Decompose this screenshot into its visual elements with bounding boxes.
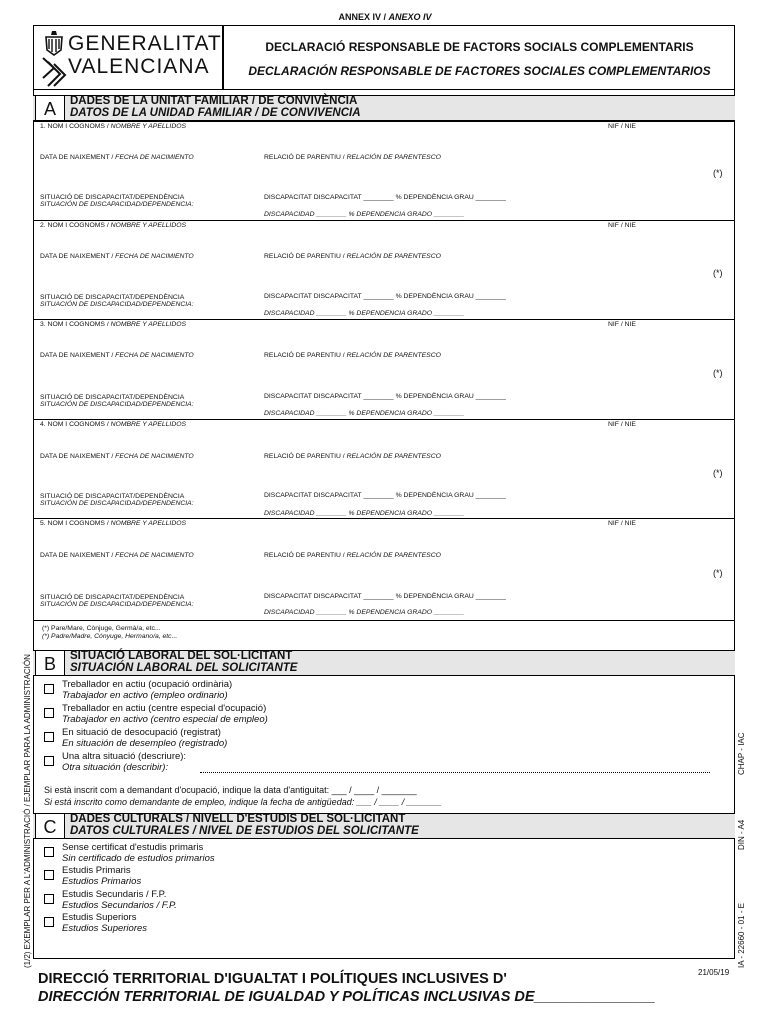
seniority-line-es[interactable]: Si está inscrito como demandante de empleo, indique la fecha de antigüedad: ___ / ____ / _______ bbox=[44, 797, 442, 807]
birth-date-label[interactable]: DATA DE NAIXEMENT / FECHA DE NACIMIENTO bbox=[40, 453, 194, 460]
nif-label[interactable]: NIF / NIE bbox=[608, 520, 636, 527]
section-b-letter: B bbox=[35, 650, 65, 676]
asterisk-note: (*) bbox=[713, 268, 723, 278]
nif-label[interactable]: NIF / NIE bbox=[608, 421, 636, 428]
relation-label[interactable]: RELACIÓ DE PARENTIU / RELACIÓN DE PARENTESCO bbox=[264, 453, 441, 460]
disability-fields-es[interactable]: DISCAPACIDAD ________ % DEPENDENCIA GRADO ________ bbox=[264, 310, 465, 317]
form-title-es: DECLARACIÓN RESPONSABLE DE FACTORES SOCIALES COMPLEMENTARIOS bbox=[248, 64, 711, 78]
divider bbox=[33, 220, 735, 221]
disability-fields-es[interactable]: DISCAPACIDAD ________ % DEPENDENCIA GRADO ________ bbox=[264, 510, 465, 517]
relation-note-es: (*) Padre/Madre, Cónyuge, Hermano/a, etc... bbox=[42, 633, 178, 640]
disability-label: SITUACIÓ DE DISCAPACITAT/DEPENDÈNCIA SITUACIÓN DE DISCAPACIDAD/DEPENDENCIA: bbox=[40, 493, 194, 507]
asterisk-note: (*) bbox=[713, 568, 723, 578]
footer-direction-ca: DIRECCIÓ TERRITORIAL D'IGUALTAT I POLÍTIQUES INCLUSIVES D' bbox=[38, 971, 507, 987]
employment-option: Una altra situació (descriure): Otra situación (describir): bbox=[62, 751, 187, 773]
disability-fields-ca[interactable]: DISCAPACITAT DISCAPACITAT ________ % DEPENDÈNCIA GRAU ________ bbox=[264, 593, 506, 600]
section-a-letter: A bbox=[35, 95, 65, 121]
annex-label: ANNEX IV / ANEXO IV bbox=[338, 12, 432, 22]
member-name-label[interactable]: 5. NOM I COGNOMS / NOMBRE Y APELLIDOS bbox=[40, 520, 187, 527]
section-c-letter: C bbox=[35, 813, 65, 839]
studies-checkbox[interactable] bbox=[44, 847, 54, 857]
divider bbox=[33, 518, 735, 519]
divider bbox=[33, 620, 735, 621]
employment-checkbox[interactable] bbox=[44, 732, 54, 742]
seniority-line-ca[interactable]: Si està inscrit com a demandant d'ocupació, indique la data d'antiguitat: ___ / ____ / _______ bbox=[44, 785, 417, 795]
nif-label[interactable]: NIF / NIE bbox=[608, 222, 636, 229]
employment-option: En situació de desocupació (registrat) En situación de desempleo (registrado) bbox=[62, 727, 228, 749]
form-title-ca: DECLARACIÓ RESPONSABLE DE FACTORS SOCIALS COMPLEMENTARIS bbox=[265, 40, 694, 54]
relation-note-ca: (*) Pare/Mare, Cònjuge, Germà/a, etc... bbox=[42, 625, 161, 632]
disability-fields-es[interactable]: DISCAPACIDAD ________ % DEPENDENCIA GRADO ________ bbox=[264, 410, 465, 417]
other-situation-field[interactable] bbox=[200, 772, 710, 773]
nif-label[interactable]: NIF / NIE bbox=[608, 321, 636, 328]
birth-date-label[interactable]: DATA DE NAIXEMENT / FECHA DE NACIMIENTO bbox=[40, 253, 194, 260]
section-c-title-es: DATOS CULTURALES / NIVEL DE ESTUDIOS DEL SOLICITANTE bbox=[70, 825, 419, 837]
member-name-label[interactable]: 1. NOM I COGNOMS / NOMBRE Y APELLIDOS bbox=[40, 123, 187, 130]
relation-label[interactable]: RELACIÓ DE PARENTIU / RELACIÓN DE PARENTESCO bbox=[264, 552, 441, 559]
birth-date-label[interactable]: DATA DE NAIXEMENT / FECHA DE NACIMIENTO bbox=[40, 552, 194, 559]
employment-option: Treballador en actiu (centre especial d'ocupació) Trabajador en activo (centro especial de empleo) bbox=[62, 703, 268, 725]
section-b-title-ca: SITUACIÓ LABORAL DEL SOL·LICITANT bbox=[70, 650, 293, 662]
studies-checkbox[interactable] bbox=[44, 894, 54, 904]
disability-label: SITUACIÓ DE DISCAPACITAT/DEPENDÈNCIA SITUACIÓN DE DISCAPACIDAD/DEPENDENCIA: bbox=[40, 394, 194, 408]
member-name-label[interactable]: 2. NOM I COGNOMS / NOMBRE Y APELLIDOS bbox=[40, 222, 187, 229]
section-c-title-ca: DADES CULTURALS / NIVELL D'ESTUDIS DEL SOL·LICITANT bbox=[70, 813, 406, 825]
asterisk-note: (*) bbox=[713, 368, 723, 378]
disability-fields-es[interactable]: DISCAPACIDAD ________ % DEPENDENCIA GRADO ________ bbox=[264, 609, 465, 616]
employment-checkbox[interactable] bbox=[44, 684, 54, 694]
relation-label[interactable]: RELACIÓ DE PARENTIU / RELACIÓN DE PARENTESCO bbox=[264, 352, 441, 359]
footer-direction-es[interactable]: DIRECCIÓN TERRITORIAL DE IGUALDAD Y POLÍTICAS INCLUSIVAS DE_______________ bbox=[38, 989, 656, 1005]
header-divider bbox=[222, 25, 224, 90]
disability-fields-ca[interactable]: DISCAPACITAT DISCAPACITAT ________ % DEPENDÈNCIA GRAU ________ bbox=[264, 393, 506, 400]
disability-fields-es[interactable]: DISCAPACIDAD ________ % DEPENDENCIA GRADO ________ bbox=[264, 211, 465, 218]
employment-option: Treballador en actiu (ocupació ordinària) Trabajador en activo (empleo ordinario) bbox=[62, 679, 233, 701]
studies-option: Estudis Superiors Estudios Superiores bbox=[62, 912, 148, 934]
employment-checkbox[interactable] bbox=[44, 756, 54, 766]
employment-checkbox[interactable] bbox=[44, 708, 54, 718]
disability-label: SITUACIÓ DE DISCAPACITAT/DEPENDÈNCIA SITUACIÓN DE DISCAPACIDAD/DEPENDENCIA: bbox=[40, 194, 194, 208]
chap-side-label: CHAP - IAC bbox=[737, 732, 746, 775]
generalitat-logo: GENERALITAT VALENCIANA bbox=[40, 28, 220, 88]
divider bbox=[33, 121, 735, 122]
asterisk-note: (*) bbox=[713, 168, 723, 178]
copy-side-label: (1/2) EXEMPLAR PER A L'ADMINISTRACIÓ / EJEMPLAR PARA LA ADMINISTRACIÓN bbox=[23, 654, 32, 968]
studies-option: Estudis Secundaris / F.P. Estudios Secundarios / F.P. bbox=[62, 889, 177, 911]
studies-checkbox[interactable] bbox=[44, 917, 54, 927]
disability-fields-ca[interactable]: DISCAPACITAT DISCAPACITAT ________ % DEPENDÈNCIA GRAU ________ bbox=[264, 293, 506, 300]
birth-date-label[interactable]: DATA DE NAIXEMENT / FECHA DE NACIMIENTO bbox=[40, 352, 194, 359]
disability-label: SITUACIÓ DE DISCAPACITAT/DEPENDÈNCIA SITUACIÓN DE DISCAPACIDAD/DEPENDENCIA: bbox=[40, 594, 194, 608]
disability-fields-ca[interactable]: DISCAPACITAT DISCAPACITAT ________ % DEPENDÈNCIA GRAU ________ bbox=[264, 194, 506, 201]
studies-option: Sense certificat d'estudis primaris Sin certificado de estudios primarios bbox=[62, 842, 215, 864]
nif-label[interactable]: NIF / NIE bbox=[608, 123, 636, 130]
member-name-label[interactable]: 3. NOM I COGNOMS / NOMBRE Y APELLIDOS bbox=[40, 321, 187, 328]
form-date: 21/05/19 bbox=[698, 968, 730, 977]
relation-label[interactable]: RELACIÓ DE PARENTIU / RELACIÓN DE PARENTESCO bbox=[264, 253, 441, 260]
asterisk-note: (*) bbox=[713, 468, 723, 478]
studies-checkbox[interactable] bbox=[44, 870, 54, 880]
studies-option: Estudis Primaris Estudios Primarios bbox=[62, 865, 142, 887]
section-b-title-es: SITUACIÓN LABORAL DEL SOLICITANTE bbox=[70, 662, 298, 674]
birth-date-label[interactable]: DATA DE NAIXEMENT / FECHA DE NACIMIENTO bbox=[40, 154, 194, 161]
member-name-label[interactable]: 4. NOM I COGNOMS / NOMBRE Y APELLIDOS bbox=[40, 421, 187, 428]
divider bbox=[33, 419, 735, 420]
section-a-title-es: DATOS DE LA UNIDAD FAMILIAR / DE CONVIVENCIA bbox=[70, 107, 361, 119]
divider bbox=[33, 319, 735, 320]
disability-fields-ca[interactable]: DISCAPACITAT DISCAPACITAT ________ % DEPENDÈNCIA GRAU ________ bbox=[264, 492, 506, 499]
disability-label: SITUACIÓ DE DISCAPACITAT/DEPENDÈNCIA SITUACIÓN DE DISCAPACIDAD/DEPENDENCIA: bbox=[40, 294, 194, 308]
section-a-title-ca: DADES DE LA UNITAT FAMILIAR / DE CONVIVÈNCIA bbox=[70, 95, 358, 107]
relation-label[interactable]: RELACIÓ DE PARENTIU / RELACIÓN DE PARENTESCO bbox=[264, 154, 441, 161]
code-side-label: IA - 22660 - 01 - E bbox=[737, 903, 746, 968]
bat-crest-icon bbox=[40, 28, 68, 88]
din-side-label: DIN - A4 bbox=[737, 819, 746, 850]
